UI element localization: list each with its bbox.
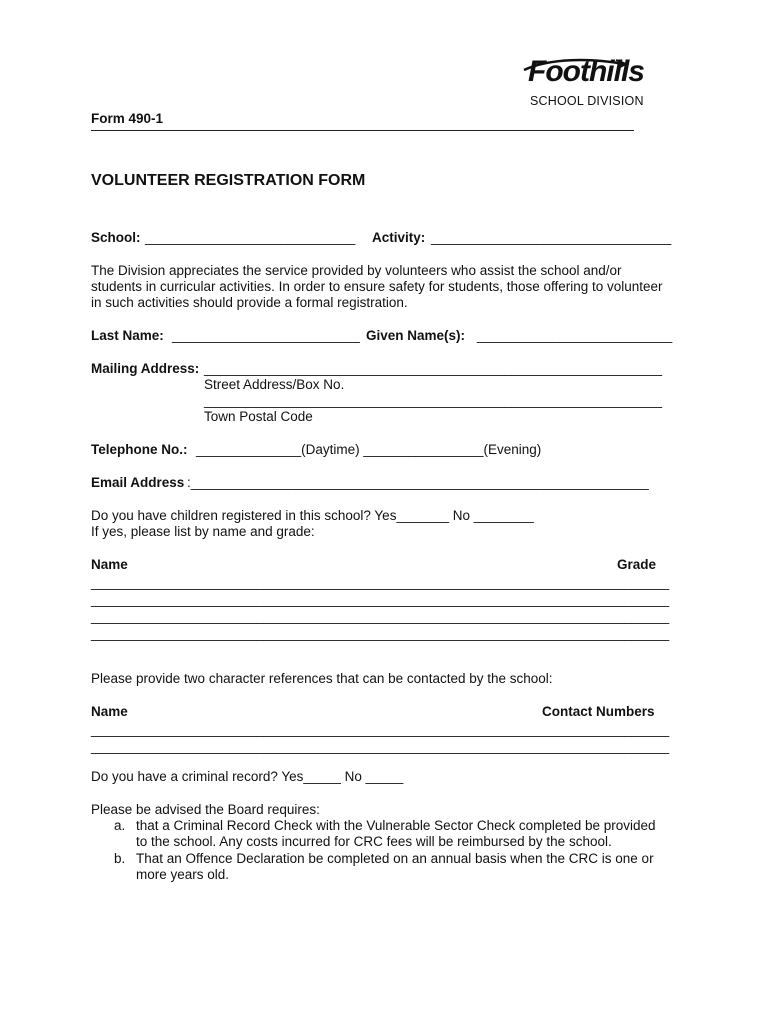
intro-line: The Division appreciates the service provided by volunteers who assist the school and/or: [91, 263, 622, 278]
reference-line[interactable]: _____________________________________________________________________________: [91, 739, 670, 754]
given-names-label: Given Name(s):: [366, 328, 466, 343]
intro-line: in such activities should provide a formal registration.: [91, 295, 408, 310]
children-grade-header: Grade: [617, 557, 657, 572]
foothills-logo: [520, 56, 660, 112]
requirement-line: that a Criminal Record Check with the Vulnerable Sector Check completed be provided: [136, 818, 656, 833]
email-label: Email Address: [91, 475, 185, 490]
requirement-line: That an Offence Declaration be completed on an annual basis when the CRC is one or: [136, 851, 654, 866]
telephone-field[interactable]: ______________(Daytime) ________________(Evening): [196, 442, 542, 457]
school-field[interactable]: ____________________________: [145, 230, 356, 245]
requirement-line: more years old.: [136, 867, 230, 882]
criminal-record-question[interactable]: Do you have a criminal record? Yes_____ No _____: [91, 769, 404, 784]
logo-subtitle: SCHOOL DIVISION: [530, 94, 644, 108]
last-name-label: Last Name:: [91, 328, 164, 343]
town-postal-field[interactable]: _____________________________________________________________: [204, 393, 662, 408]
street-address-field[interactable]: _____________________________________________________________: [204, 361, 662, 376]
references-contact-header: Contact Numbers: [542, 704, 655, 719]
reference-line[interactable]: _____________________________________________________________________________: [91, 722, 670, 737]
form-number: Form 490-1: [91, 111, 164, 126]
town-postal-caption: Town Postal Code: [204, 409, 313, 424]
requirement-marker: b.: [114, 851, 126, 866]
last-name-field[interactable]: _________________________: [172, 328, 360, 343]
children-followup: If yes, please list by name and grade:: [91, 524, 315, 539]
logo-wordmark: Foothills: [528, 55, 644, 88]
street-address-caption: Street Address/Box No.: [204, 377, 345, 392]
children-line[interactable]: _____________________________________________________________________________: [91, 575, 670, 590]
children-line[interactable]: _____________________________________________________________________________: [91, 609, 670, 624]
activity-field[interactable]: ________________________________: [431, 230, 672, 245]
intro-line: students in curricular activities. In order to ensure safety for students, those offering to volunteer: [91, 279, 663, 294]
children-question[interactable]: Do you have children registered in this school? Yes_______ No ________: [91, 508, 534, 523]
telephone-label: Telephone No.:: [91, 442, 188, 457]
activity-label: Activity:: [372, 230, 426, 245]
references-prompt: Please provide two character references that can be contacted by the school:: [91, 671, 553, 686]
requirement-marker: a.: [114, 818, 126, 833]
mailing-address-label: Mailing Address:: [91, 361, 200, 376]
header-rule: [91, 130, 634, 131]
requirement-line: to the school. Any costs incurred for CRC fees will be reimbursed by the school.: [136, 834, 612, 849]
board-intro: Please be advised the Board requires:: [91, 802, 320, 817]
children-line[interactable]: _____________________________________________________________________________: [91, 592, 670, 607]
email-field[interactable]: :_____________________________________________________________: [187, 475, 649, 490]
form-title: VOLUNTEER REGISTRATION FORM: [91, 172, 366, 189]
school-label: School:: [91, 230, 141, 245]
given-names-field[interactable]: __________________________: [477, 328, 673, 343]
children-name-header: Name: [91, 557, 128, 572]
children-line[interactable]: _____________________________________________________________________________: [91, 626, 670, 641]
references-name-header: Name: [91, 704, 128, 719]
